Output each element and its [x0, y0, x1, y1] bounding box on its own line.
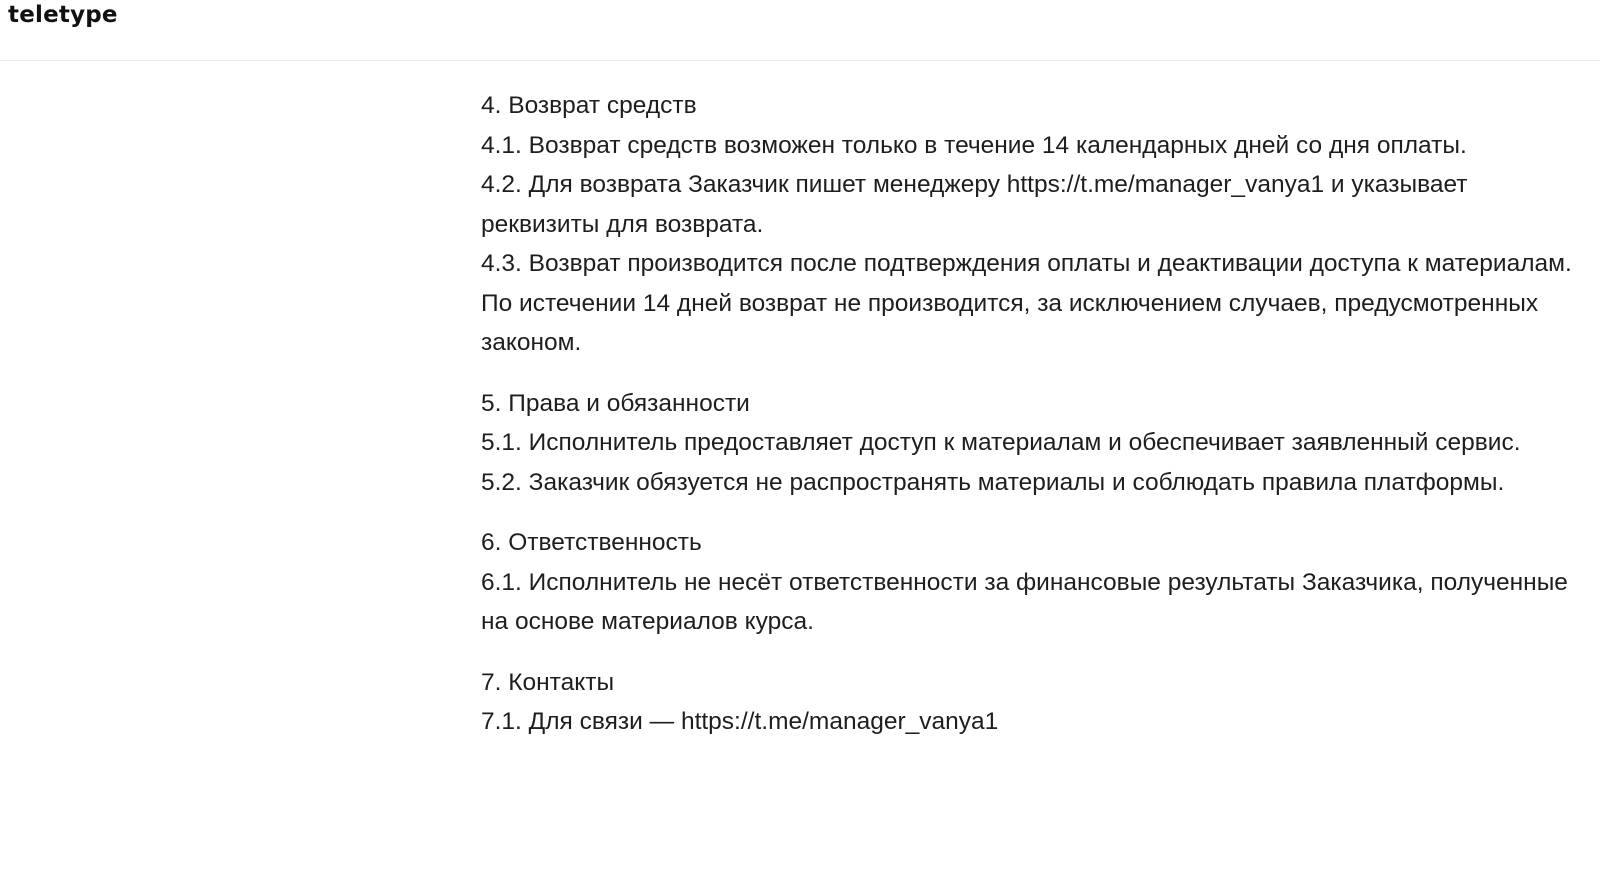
- section-refund: [481, 86, 1586, 363]
- paragraph: [481, 702, 1586, 742]
- paragraph: 5.1. Исполнитель предоставляет доступ к материалам и обеспечивает заявленный сервис.: [481, 429, 1521, 456]
- section-rights: [481, 384, 1586, 503]
- section-heading: 5. Права и обязанности: [481, 389, 750, 417]
- section-heading: 6. Ответственность: [481, 529, 702, 556]
- section-heading: 4. Возврат средств: [481, 92, 697, 119]
- paragraph-text: и указывает реквизиты для возврата.: [481, 171, 1468, 238]
- paragraph-text: 4.2. Для возврата Заказчик пишет менеджеру: [481, 171, 1007, 198]
- paragraph: 6.1. Исполнитель не несёт ответственности за финансовые результаты Заказчика, полученные на основе материалов курса.: [481, 568, 1568, 635]
- manager-telegram-link[interactable]: https://t.me/manager_vanya1: [1006, 171, 1325, 198]
- paragraph: 4.3. Возврат производится после подтверждения оплаты и деактивации доступа к материалам. По истечении 14 дней возврат не производится, за исключением случаев, предусмотренных законом.: [481, 250, 1572, 356]
- section-liability: [481, 523, 1586, 642]
- paragraph: 4.1. Возврат средств возможен только в течение 14 календарных дней со дня оплаты.: [481, 131, 1467, 159]
- paragraph: 5.2. Заказчик обязуется не распространять материалы и соблюдать правила платформы.: [481, 468, 1505, 496]
- teletype-logo[interactable]: teletype: [8, 2, 118, 28]
- paragraph-text: 7.1. Для связи —: [481, 708, 681, 735]
- paragraph: [481, 165, 1586, 244]
- section-contacts: [481, 663, 1586, 742]
- section-heading: 7. Контакты: [481, 668, 615, 696]
- contact-telegram-link[interactable]: https://t.me/manager_vanya1: [680, 708, 999, 735]
- top-bar: [0, 0, 1600, 61]
- article-body: [481, 86, 1586, 763]
